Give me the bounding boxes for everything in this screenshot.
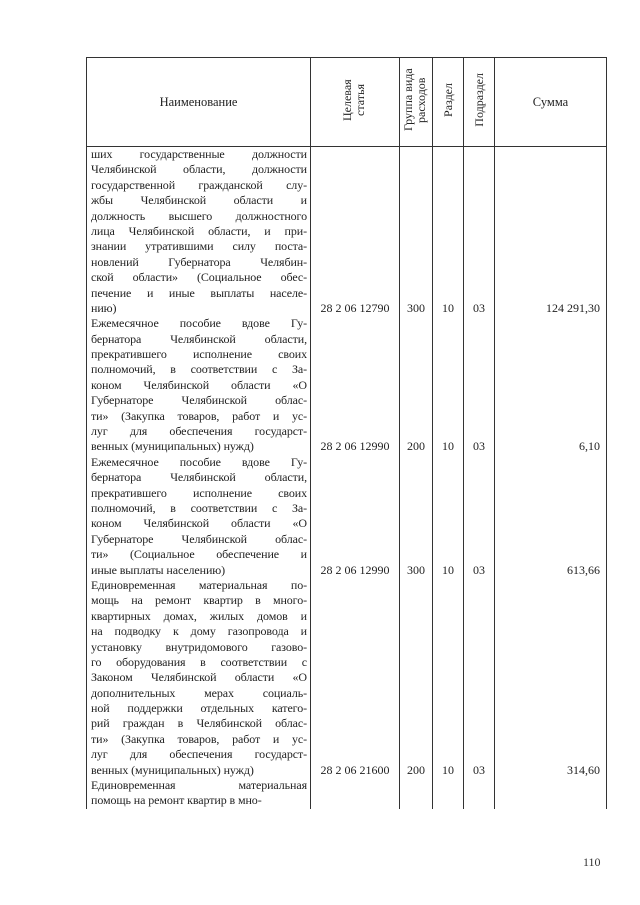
- row-article-cell: 28 2 06 12790: [311, 147, 400, 317]
- row-name-line: луг для обеспечения государст-: [91, 424, 307, 439]
- row-section-cell: 10: [433, 578, 464, 778]
- row-group-cell: 200: [400, 578, 433, 778]
- row-name-line: ской области» (Социальное обес-: [91, 270, 307, 285]
- table-row: [87, 147, 607, 317]
- row-name-line: коном Челябинской области «О: [91, 377, 307, 392]
- row-name-line: ших государственные должности: [91, 147, 307, 161]
- row-name-line: жбы Челябинской области и: [91, 193, 307, 208]
- row-name-line: помощь на ремонт квартир в мно-: [91, 793, 262, 808]
- header-sum: Сумма: [495, 58, 607, 147]
- row-name-line: государственной гражданской слу-: [91, 177, 307, 192]
- row-name-line: Ежемесячное пособие вдове Гу-: [91, 454, 307, 469]
- row-name-line: прекратившего исполнение своих: [91, 347, 307, 362]
- row-sum-cell: [495, 778, 607, 809]
- row-sum-cell: 6,10: [495, 316, 607, 455]
- row-group-cell: 200: [400, 316, 433, 455]
- row-article-cell: 28 2 06 12990: [311, 316, 400, 455]
- table-header-row: [87, 58, 607, 147]
- row-name-line: Губернаторе Челябинской облас-: [91, 393, 307, 408]
- row-name-line: луг для обеспечения государст-: [91, 747, 307, 762]
- page-number: 110: [583, 855, 601, 869]
- row-name-line: го оборудования в соответствии с: [91, 654, 307, 669]
- row-name-line: ти» (Закупка товаров, работ и ус-: [91, 408, 307, 423]
- row-section-cell: 10: [433, 316, 464, 455]
- row-name-line: полномочий, в соответствии с За-: [91, 500, 307, 515]
- row-name-line: иные выплаты населению): [91, 562, 226, 577]
- row-name-line: дополнительных мерах социаль-: [91, 685, 307, 700]
- row-name-line: ти» (Закупка товаров, работ и ус-: [91, 731, 307, 746]
- table-row: [87, 316, 607, 455]
- table-row: [87, 578, 607, 778]
- row-name-cell: [87, 778, 311, 809]
- row-name-cell: [87, 316, 311, 455]
- row-name-line: бернатора Челябинской области,: [91, 470, 307, 485]
- row-name-line: Единовременная материальная: [91, 778, 307, 793]
- row-name-line: нию): [91, 300, 117, 315]
- row-article-cell: 28 2 06 21600: [311, 578, 400, 778]
- header-subsection: Подраздел: [464, 58, 495, 147]
- row-name-line: Единовременная материальная по-: [91, 577, 307, 592]
- row-sum-cell: 124 291,30: [495, 147, 607, 317]
- row-name-line: Челябинской области, должности: [91, 162, 307, 177]
- row-name-line: лица Челябинской области, и при-: [91, 223, 307, 238]
- row-name-line: ти» (Социальное обеспечение и: [91, 547, 307, 562]
- row-subsection-cell: 03: [464, 147, 495, 317]
- row-name-line: мощь на ремонт квартир в много-: [91, 593, 307, 608]
- row-subsection-cell: 03: [464, 578, 495, 778]
- table-row: [87, 455, 607, 578]
- header-section: Раздел: [433, 58, 464, 147]
- row-name-line: новлений Губернатора Челябин-: [91, 254, 307, 269]
- row-name-line: коном Челябинской области «О: [91, 516, 307, 531]
- row-article-cell: 28 2 06 12990: [311, 455, 400, 578]
- table-row: [87, 778, 607, 809]
- row-name-line: бернатора Челябинской области,: [91, 331, 307, 346]
- row-name-line: венных (муниципальных) нужд): [91, 762, 254, 777]
- row-name-line: установку внутридомового газово-: [91, 639, 307, 654]
- row-name-cell: [87, 455, 311, 578]
- header-group: Группа вида расходов: [400, 58, 433, 147]
- row-name-line: на подводку к дому газопровода и: [91, 624, 307, 639]
- row-subsection-cell: 03: [464, 455, 495, 578]
- row-name-line: печение и иные выплаты населе-: [91, 285, 307, 300]
- row-name-cell: [87, 578, 311, 778]
- row-name-line: ной поддержки отдельных катего-: [91, 701, 307, 716]
- budget-table: [86, 57, 607, 809]
- row-name-line: должность высшего должностного: [91, 208, 307, 223]
- row-group-cell: 300: [400, 455, 433, 578]
- header-name: Наименование: [87, 58, 311, 147]
- row-section-cell: [433, 778, 464, 809]
- row-group-cell: 300: [400, 147, 433, 317]
- row-section-cell: 10: [433, 455, 464, 578]
- row-name-line: Законом Челябинской области «О: [91, 670, 307, 685]
- header-article: Целевая статья: [311, 58, 400, 147]
- row-name-line: квартирных домах, жилых домов и: [91, 608, 307, 623]
- row-subsection-cell: [464, 778, 495, 809]
- row-subsection-cell: 03: [464, 316, 495, 455]
- row-name-line: знании утратившими силу поста-: [91, 239, 307, 254]
- row-group-cell: [400, 778, 433, 809]
- row-name-cell: [87, 147, 311, 317]
- row-article-cell: [311, 778, 400, 809]
- row-sum-cell: 314,60: [495, 578, 607, 778]
- row-name-line: Губернаторе Челябинской облас-: [91, 531, 307, 546]
- row-name-line: венных (муниципальных) нужд): [91, 439, 254, 454]
- row-name-line: рий граждан в Челябинской облас-: [91, 716, 307, 731]
- row-name-line: полномочий, в соответствии с За-: [91, 362, 307, 377]
- row-section-cell: 10: [433, 147, 464, 317]
- row-sum-cell: 613,66: [495, 455, 607, 578]
- row-name-line: прекратившего исполнение своих: [91, 485, 307, 500]
- row-name-line: Ежемесячное пособие вдове Гу-: [91, 316, 307, 331]
